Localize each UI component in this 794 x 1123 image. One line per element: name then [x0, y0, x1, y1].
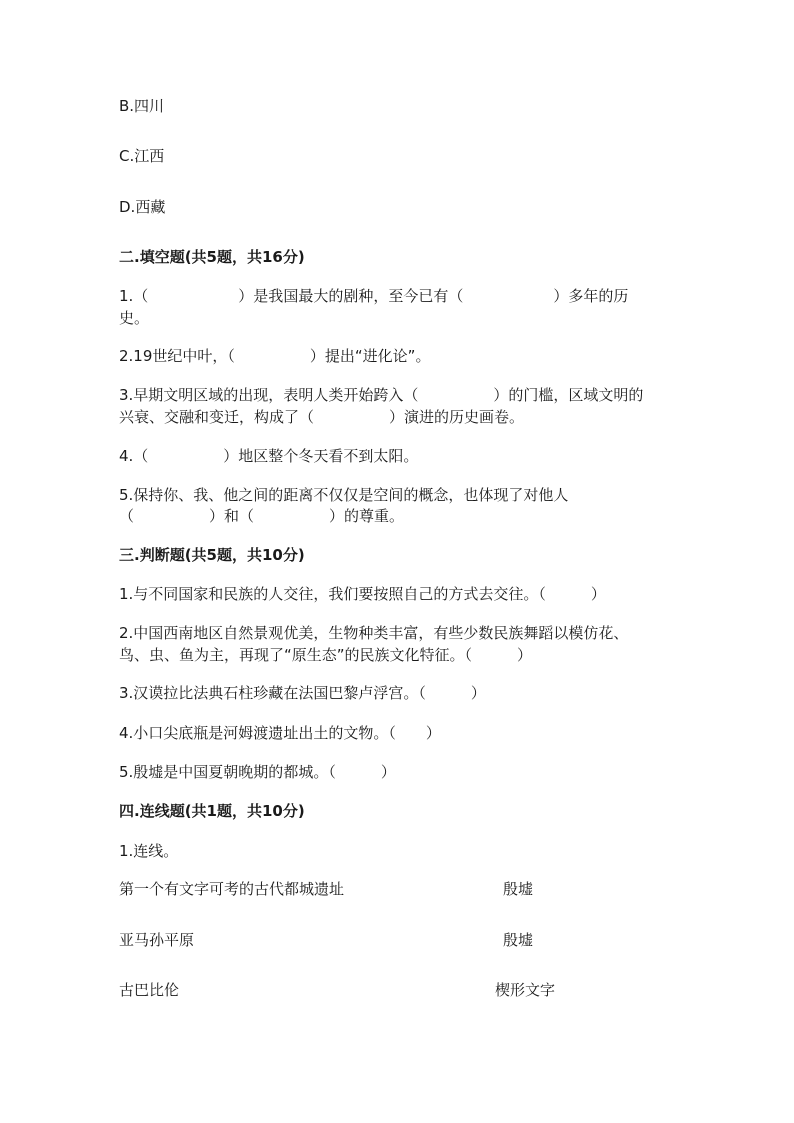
judge-q2-line1: 2.中国西南地区自然景观优美，生物种类丰富，有些少数民族舞蹈以模仿花、 [119, 624, 629, 642]
option-d: D.西藏 [119, 198, 166, 216]
judge-q4: 4.小口尖底瓶是河姆渡遗址出土的文物。（ ） [119, 724, 441, 742]
fill-q5-line1: 5.保持你、我、他之间的距离不仅仅是空间的概念，也体现了对他人 [119, 486, 569, 504]
fill-q1-line2: 史。 [119, 309, 150, 327]
judge-q5: 5.殷墟是中国夏朝晚期的都城。（ ） [119, 763, 396, 781]
match-right-item: 殷墟 [503, 931, 534, 949]
match-right-item: 殷墟 [503, 880, 534, 898]
match-right-item: 楔形文字 [495, 981, 556, 999]
fill-q2: 2.19世纪中叶，（ ）提出“进化论”。 [119, 347, 431, 365]
match-instruction: 1.连线。 [119, 842, 179, 860]
fill-q1-line1: 1.（ ）是我国最大的剧种，至今已有（ ）多年的历 [119, 287, 629, 305]
option-c: C.江西 [119, 147, 165, 165]
fill-q5-line2: （ ）和（ ）的尊重。 [119, 507, 405, 525]
judge-q1: 1.与不同国家和民族的人交往，我们要按照自己的方式去交往。（ ） [119, 585, 606, 603]
fill-q4: 4.（ ）地区整个冬天看不到太阳。 [119, 447, 419, 465]
judge-section-heading: 三.判断题(共5题，共10分) [119, 546, 305, 564]
judge-q2-line2: 鸟、虫、鱼为主，再现了“原生态”的民族文化特征。（ ） [119, 646, 533, 664]
judge-q3: 3.汉谟拉比法典石柱珍藏在法国巴黎卢浮宫。（ ） [119, 684, 486, 702]
match-left-item: 亚马孙平原 [119, 931, 195, 949]
fill-q3-line1: 3.早期文明区域的出现，表明人类开始跨入（ ）的门槛，区域文明的 [119, 386, 644, 404]
match-left-item: 第一个有文字可考的古代都城遗址 [119, 880, 345, 898]
fill-section-heading: 二.填空题(共5题，共16分) [119, 248, 305, 266]
match-section-heading: 四.连线题(共1题，共10分) [119, 802, 305, 820]
option-b: B.四川 [119, 97, 165, 115]
match-left-item: 古巴比伦 [119, 981, 180, 999]
fill-q3-line2: 兴衰、交融和变迁，构成了（ ）演进的历史画卷。 [119, 408, 525, 426]
